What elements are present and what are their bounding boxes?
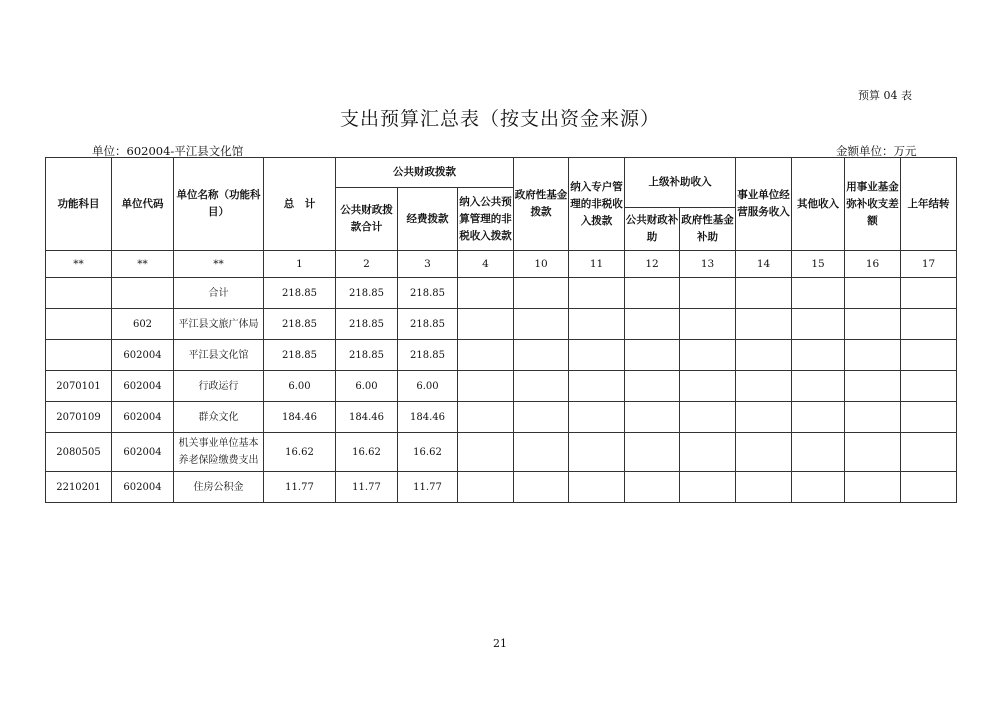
fund-cell: 184.46	[398, 402, 458, 433]
empty-cell	[901, 278, 957, 309]
index-cell: 15	[792, 251, 845, 278]
empty-cell	[736, 371, 792, 402]
fund-cell: 218.85	[398, 340, 458, 371]
header-func-subject: 功能科目	[46, 158, 112, 251]
money-unit-label: 金额单位：万元	[836, 144, 917, 158]
pf-total-cell: 218.85	[336, 278, 398, 309]
empty-cell	[514, 433, 569, 472]
code-cell: 602004	[112, 402, 174, 433]
empty-cell	[514, 371, 569, 402]
header-superior-gov-fund: 政府性基金补助	[680, 208, 736, 251]
func-cell	[46, 278, 112, 309]
empty-cell	[845, 309, 901, 340]
empty-cell	[458, 340, 514, 371]
total-cell: 218.85	[264, 278, 336, 309]
empty-cell	[625, 278, 680, 309]
index-cell: 10	[514, 251, 569, 278]
index-cell: 14	[736, 251, 792, 278]
header-gov-fund: 政府性基金拨款	[514, 158, 569, 251]
header-total: 总 计	[264, 158, 336, 251]
code-cell	[112, 278, 174, 309]
header-unit-name: 单位名称（功能科目）	[174, 158, 264, 251]
name-cell: 平江县文化馆	[174, 340, 264, 371]
total-cell: 218.85	[264, 340, 336, 371]
empty-cell	[792, 340, 845, 371]
empty-cell	[569, 371, 625, 402]
empty-cell	[901, 371, 957, 402]
pf-total-cell: 16.62	[336, 433, 398, 472]
index-cell: **	[174, 251, 264, 278]
table-row	[46, 278, 957, 309]
index-cell: 13	[680, 251, 736, 278]
empty-cell	[736, 340, 792, 371]
pf-total-cell: 6.00	[336, 371, 398, 402]
index-cell: 17	[901, 251, 957, 278]
empty-cell	[458, 309, 514, 340]
name-cell: 行政运行	[174, 371, 264, 402]
name-cell: 合计	[174, 278, 264, 309]
empty-cell	[845, 402, 901, 433]
form-number: 预算 04 表	[858, 89, 912, 102]
total-cell: 16.62	[264, 433, 336, 472]
index-cell: **	[46, 251, 112, 278]
header-superior-subsidy: 上级补助收入	[625, 158, 736, 208]
header-superior-public-finance: 公共财政补助	[625, 208, 680, 251]
empty-cell	[736, 472, 792, 503]
empty-cell	[569, 278, 625, 309]
empty-cell	[680, 371, 736, 402]
fund-cell: 16.62	[398, 433, 458, 472]
empty-cell	[736, 278, 792, 309]
header-carryover: 上年结转	[901, 158, 957, 251]
empty-cell	[845, 371, 901, 402]
table-row	[46, 472, 957, 503]
header-special-nontax: 纳入专户管理的非税收入拨款	[569, 158, 625, 251]
empty-cell	[845, 472, 901, 503]
empty-cell	[792, 278, 845, 309]
empty-cell	[845, 340, 901, 371]
name-cell: 机关事业单位基本养老保险缴费支出	[174, 433, 264, 472]
index-cell: 2	[336, 251, 398, 278]
name-cell: 平江县文旅广体局	[174, 309, 264, 340]
fund-cell: 218.85	[398, 309, 458, 340]
header-fund-appropriation: 经费拨款	[398, 188, 458, 251]
total-cell: 11.77	[264, 472, 336, 503]
unit-label: 单位：602004-平江县文化馆	[92, 144, 244, 158]
pf-total-cell: 11.77	[336, 472, 398, 503]
func-cell: 2210201	[46, 472, 112, 503]
empty-cell	[514, 309, 569, 340]
empty-cell	[514, 472, 569, 503]
header-reserve-offset: 用事业基金弥补收支差额	[845, 158, 901, 251]
pf-total-cell: 184.46	[336, 402, 398, 433]
func-cell	[46, 309, 112, 340]
index-cell: 16	[845, 251, 901, 278]
empty-cell	[569, 402, 625, 433]
name-cell: 住房公积金	[174, 472, 264, 503]
table-row	[46, 340, 957, 371]
header-nontax-budget: 纳入公共预算管理的非税收入拨款	[458, 188, 514, 251]
header-other-income: 其他收入	[792, 158, 845, 251]
empty-cell	[792, 371, 845, 402]
code-cell: 602004	[112, 371, 174, 402]
empty-cell	[901, 472, 957, 503]
func-cell: 2070109	[46, 402, 112, 433]
empty-cell	[680, 402, 736, 433]
index-cell: 12	[625, 251, 680, 278]
index-cell: **	[112, 251, 174, 278]
page-number: 21	[493, 637, 507, 650]
empty-cell	[458, 402, 514, 433]
empty-cell	[680, 472, 736, 503]
empty-cell	[569, 472, 625, 503]
empty-cell	[569, 340, 625, 371]
column-index-row	[46, 251, 957, 278]
empty-cell	[680, 340, 736, 371]
table-row	[46, 433, 957, 472]
code-cell: 602004	[112, 433, 174, 472]
header-public-finance: 公共财政拨款	[336, 158, 514, 188]
budget-table	[45, 157, 957, 503]
pf-total-cell: 218.85	[336, 340, 398, 371]
header-unit-code: 单位代码	[112, 158, 174, 251]
index-cell: 1	[264, 251, 336, 278]
empty-cell	[680, 433, 736, 472]
empty-cell	[736, 433, 792, 472]
empty-cell	[901, 340, 957, 371]
table-row	[46, 309, 957, 340]
table-row	[46, 402, 957, 433]
total-cell: 184.46	[264, 402, 336, 433]
empty-cell	[514, 402, 569, 433]
fund-cell: 11.77	[398, 472, 458, 503]
fund-cell: 218.85	[398, 278, 458, 309]
page-title: 支出预算汇总表（按支出资金来源）	[339, 108, 660, 130]
total-cell: 6.00	[264, 371, 336, 402]
empty-cell	[458, 472, 514, 503]
empty-cell	[736, 309, 792, 340]
empty-cell	[514, 340, 569, 371]
func-cell	[46, 340, 112, 371]
empty-cell	[792, 472, 845, 503]
empty-cell	[901, 309, 957, 340]
pf-total-cell: 218.85	[336, 309, 398, 340]
code-cell: 602004	[112, 340, 174, 371]
code-cell: 602004	[112, 472, 174, 503]
index-cell: 3	[398, 251, 458, 278]
empty-cell	[845, 433, 901, 472]
table-row	[46, 371, 957, 402]
empty-cell	[792, 309, 845, 340]
empty-cell	[458, 371, 514, 402]
empty-cell	[792, 402, 845, 433]
empty-cell	[514, 278, 569, 309]
func-cell: 2080505	[46, 433, 112, 472]
total-cell: 218.85	[264, 309, 336, 340]
empty-cell	[680, 278, 736, 309]
code-cell: 602	[112, 309, 174, 340]
header-business-income: 事业单位经营服务收入	[736, 158, 792, 251]
empty-cell	[625, 433, 680, 472]
empty-cell	[792, 433, 845, 472]
empty-cell	[736, 402, 792, 433]
index-cell: 4	[458, 251, 514, 278]
empty-cell	[901, 402, 957, 433]
empty-cell	[625, 340, 680, 371]
empty-cell	[458, 278, 514, 309]
fund-cell: 6.00	[398, 371, 458, 402]
name-cell: 群众文化	[174, 402, 264, 433]
empty-cell	[569, 309, 625, 340]
empty-cell	[625, 402, 680, 433]
empty-cell	[901, 433, 957, 472]
empty-cell	[845, 278, 901, 309]
index-cell: 11	[569, 251, 625, 278]
empty-cell	[569, 433, 625, 472]
empty-cell	[458, 433, 514, 472]
header-public-finance-total: 公共财政拨款合计	[336, 188, 398, 251]
empty-cell	[625, 472, 680, 503]
empty-cell	[625, 309, 680, 340]
empty-cell	[680, 309, 736, 340]
func-cell: 2070101	[46, 371, 112, 402]
empty-cell	[625, 371, 680, 402]
